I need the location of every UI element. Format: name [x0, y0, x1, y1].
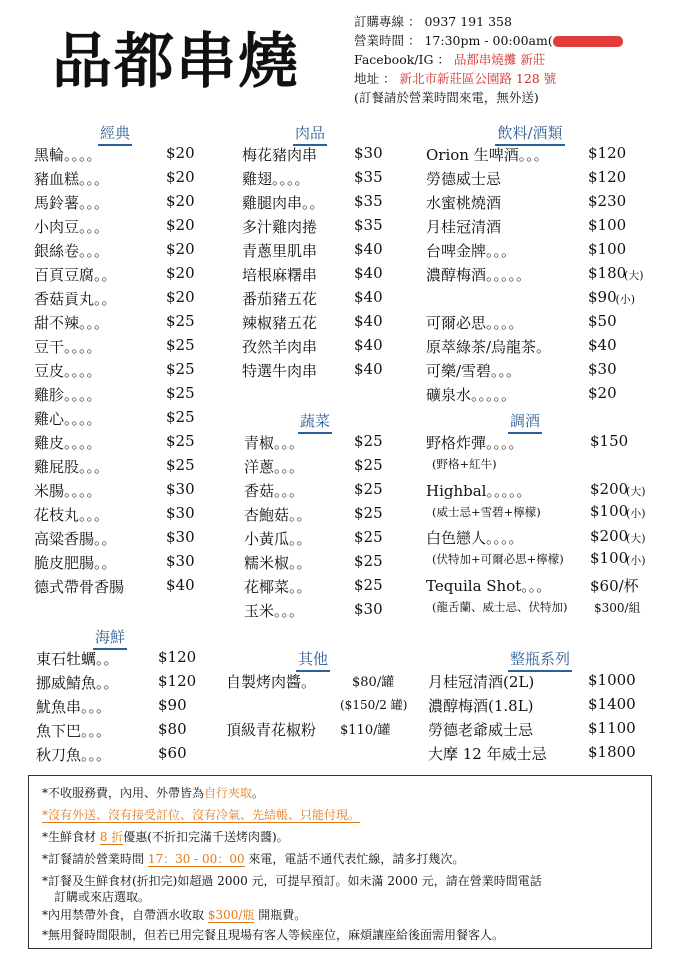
classic-item-name: 德式帶骨香腸 — [34, 578, 125, 596]
section-classic: 經典 — [80, 122, 150, 146]
classic-item-price: $25 — [166, 408, 195, 426]
drinks-item-price: $100 — [588, 216, 627, 234]
veg-item-price: $25 — [354, 432, 383, 450]
classic-item-price: $20 — [166, 240, 195, 258]
section-other: 其他 — [278, 648, 348, 672]
other-price-bbq-sauce: $80/罐 — [352, 675, 395, 690]
meat-item-price: $40 — [354, 288, 383, 306]
drinks-item-price: $120 — [588, 168, 627, 186]
seafood-item-name: 東石牡蠣。。 — [36, 650, 119, 668]
drinks-item-name: 濃醇梅酒。。。。。 — [426, 266, 532, 284]
drinks-item-name: 台啤金牌。。。 — [426, 242, 517, 260]
classic-item-price: $25 — [166, 432, 195, 450]
classic-item-name: 雞心。。。。 — [34, 410, 102, 428]
classic-item-name: 花枝丸。。。 — [34, 506, 110, 524]
veg-item-price: $25 — [354, 528, 383, 546]
classic-item-price: $25 — [166, 336, 195, 354]
cocktail-item-ingredients: (野格+紅牛) — [432, 457, 497, 471]
classic-item-price: $30 — [166, 528, 195, 546]
seafood-item-price: $80 — [158, 720, 187, 738]
drinks-item-name: Orion 生啤酒。。。 — [426, 146, 549, 164]
meat-item-price: $40 — [354, 264, 383, 282]
cocktail-item-ingredients: (龍舌蘭、威士忌、伏特加) — [432, 600, 568, 614]
drinks-item-name: 可樂/雪碧。。。 — [426, 362, 522, 380]
drinks-item-name: 勞德威士忌 — [426, 170, 502, 188]
cocktail-item-size-2: (小) — [626, 554, 646, 567]
classic-item-name: 豆干。。。。 — [34, 338, 102, 356]
drinks-item-price: $40 — [588, 336, 617, 354]
classic-item-price: $30 — [166, 552, 195, 570]
drinks-item-price: $20 — [588, 384, 617, 402]
meat-item-name: 雞翅。。。。 — [242, 170, 310, 188]
bottle-item-price: $1800 — [588, 743, 636, 761]
cocktail-item-size: (大) — [626, 485, 646, 498]
classic-item-price: $20 — [166, 264, 195, 282]
cocktail-item-price: $200 — [590, 480, 629, 498]
classic-item-name: 百頁豆腐。。 — [34, 266, 117, 284]
drinks-item-price: $230 — [588, 192, 627, 210]
meat-item-name: 孜然羊肉串 — [242, 338, 318, 356]
cocktail-item-size: (大) — [626, 532, 646, 545]
note-5b: 訂購或來店選取。 — [54, 890, 151, 904]
redaction-mark — [553, 36, 623, 47]
veg-item-price: $25 — [354, 504, 383, 522]
meat-item-price: $35 — [354, 192, 383, 210]
meat-item-name: 特選牛肉串 — [242, 362, 318, 380]
classic-item-name: 豆皮。。。。 — [34, 362, 102, 380]
shop-info — [354, 12, 623, 107]
classic-item-name: 雞皮。。。。 — [34, 434, 102, 452]
cocktail-item-price: $200 — [590, 527, 629, 545]
meat-item-name: 青蔥里肌串 — [242, 242, 318, 260]
cocktail-item-ingredients: (威士忌+雪碧+檸檬) — [432, 505, 541, 519]
veg-item-name: 花椰菜。。 — [244, 578, 312, 596]
seafood-item-name: 魚下巴。。。 — [36, 722, 112, 740]
veg-item-price: $30 — [354, 600, 383, 618]
veg-item-name: 青椒。。。 — [244, 434, 305, 452]
cocktail-item-price: $150 — [590, 432, 629, 450]
facebook-line: Facebook/IG ： 品都串燒攤 新莊 — [354, 52, 546, 67]
seafood-item-price: $120 — [158, 648, 197, 666]
cocktail-item-name: 白色戀人。。。。 — [426, 529, 524, 547]
bottle-item-name: 勞德老爺威士忌 — [428, 721, 534, 739]
bottle-item-name: 大摩 12 年威士忌 — [428, 745, 547, 763]
veg-item-price: $25 — [354, 480, 383, 498]
classic-item-price: $25 — [166, 312, 195, 330]
other-item-bbq-sauce: 自製烤肉醬。 — [226, 673, 317, 691]
section-seafood: 海鮮 — [75, 626, 145, 650]
seafood-item-name: 魷魚串。。。 — [36, 698, 112, 716]
drinks-item-price: $50 — [588, 312, 617, 330]
bottle-item-name: 月桂冠清酒(2L) — [428, 673, 535, 691]
classic-item-name: 銀絲卷。。。 — [34, 242, 110, 260]
other-price-bbq-sauce-2: ($150/2 罐) — [340, 698, 408, 712]
veg-item-name: 小黃瓜。。 — [244, 530, 312, 548]
seafood-item-price: $60 — [158, 744, 187, 762]
meat-item-price: $35 — [354, 216, 383, 234]
cocktail-item-name: Highbal。。。。。 — [426, 482, 532, 500]
classic-item-price: $20 — [166, 216, 195, 234]
veg-item-price: $25 — [354, 576, 383, 594]
cocktail-item-price: $60/杯 — [590, 577, 639, 595]
drinks-item-size: (小) — [615, 293, 636, 306]
classic-item-price: $20 — [166, 144, 195, 162]
classic-item-price: $20 — [166, 192, 195, 210]
classic-item-name: 小肉豆。。。 — [34, 218, 110, 236]
bottle-item-name: 濃醇梅酒(1.8L) — [428, 697, 534, 715]
meat-item-price: $30 — [354, 144, 383, 162]
classic-item-price: $25 — [166, 456, 195, 474]
classic-item-name: 馬鈴薯。。。 — [34, 194, 110, 212]
meat-item-price: $35 — [354, 168, 383, 186]
veg-item-name: 玉米。。。 — [244, 602, 305, 620]
drinks-item-name: 原萃綠茶/烏龍茶。 — [426, 338, 552, 356]
bottle-item-price: $1100 — [588, 719, 636, 737]
other-item-pepper-powder: 頂級青花椒粉 — [226, 721, 317, 739]
section-cocktail: 調酒 — [490, 410, 560, 434]
seafood-item-name: 秋刀魚。。。 — [36, 746, 112, 764]
classic-item-price: $20 — [166, 288, 195, 306]
meat-item-name: 多汁雞肉捲 — [242, 218, 318, 236]
meat-item-price: $40 — [354, 360, 383, 378]
bottle-item-price: $1400 — [588, 695, 636, 713]
classic-item-name: 雞屁股。。。 — [34, 458, 110, 476]
drinks-item-price: $90 — [588, 288, 617, 306]
section-drinks: 飲料/酒類 — [455, 122, 605, 146]
shop-logo: 品都串燒 — [52, 27, 300, 97]
drinks-item-price: $100 — [588, 240, 627, 258]
cocktail-item-size-2: (小) — [626, 507, 646, 520]
veg-item-price: $25 — [354, 456, 383, 474]
note-3: *生鮮食材 8 折優惠(不折扣完滿千送烤肉醬)。 — [42, 830, 289, 844]
seafood-item-price: $90 — [158, 696, 187, 714]
drinks-item-price: $30 — [588, 360, 617, 378]
drinks-item-name: 水蜜桃燒酒 — [426, 194, 502, 212]
note-1: *不收服務費，內用、外帶皆為自行夾取。 — [42, 786, 265, 800]
seafood-item-price: $120 — [158, 672, 197, 690]
classic-item-price: $30 — [166, 480, 195, 498]
veg-item-price: $25 — [354, 552, 383, 570]
meat-item-name: 梅花豬肉串 — [242, 146, 318, 164]
meat-item-name: 番茄豬五花 — [242, 290, 318, 308]
classic-item-name: 米腸。。。。 — [34, 482, 102, 500]
meat-item-price: $40 — [354, 240, 383, 258]
address-line: 地址 ： 新北市新莊區公園路 128 號 — [354, 71, 557, 86]
cocktail-item-name: Tequila Shot。。。 — [426, 577, 552, 595]
classic-item-name: 黑輪。。。。 — [34, 146, 102, 164]
classic-item-name: 豬血糕。。。 — [34, 170, 110, 188]
meat-item-name: 辣椒豬五花 — [242, 314, 318, 332]
meat-item-name: 培根麻糬串 — [242, 266, 318, 284]
bottle-item-price: $1000 — [588, 671, 636, 689]
veg-item-name: 杏鮑菇。。 — [244, 506, 312, 524]
classic-item-price: $25 — [166, 384, 195, 402]
cocktail-item-name: 野格炸彈。。。。 — [426, 434, 524, 452]
classic-item-price: $30 — [166, 504, 195, 522]
classic-item-price: $40 — [166, 576, 195, 594]
veg-item-name: 糯米椒。。 — [244, 554, 312, 572]
classic-item-price: $25 — [166, 360, 195, 378]
cocktail-item-price-2: $100 — [590, 549, 629, 567]
section-bottle: 整瓶系列 — [495, 648, 585, 672]
section-veg: 蔬菜 — [280, 410, 350, 434]
order-line: 訂購專線 ： 0937 191 358 — [354, 14, 512, 29]
classic-item-name: 甜不辣。。。 — [34, 314, 110, 332]
classic-item-name: 高粱香腸。。 — [34, 530, 117, 548]
note-6: *內用禁帶外食，自帶酒水收取 $300/瓶 開瓶費。 — [42, 908, 307, 922]
veg-item-name: 洋蔥。。。 — [244, 458, 305, 476]
note-4: *訂餐請於營業時間 17：30 - 00：00 來電，電話不通代表忙線，請多打幾次。 — [42, 852, 465, 866]
classic-item-name: 脆皮肥腸。。 — [34, 554, 117, 572]
section-meat: 肉品 — [270, 122, 350, 146]
order-note: (訂餐請於營業時間來電，無外送) — [354, 90, 539, 105]
classic-item-name: 雞胗。。。。 — [34, 386, 102, 404]
drinks-item-name: 可爾必思。。。。 — [426, 314, 524, 332]
meat-item-price: $40 — [354, 336, 383, 354]
note-2: *沒有外送、沒有接受訂位、沒有冷氣、先結帳、只能付現。 — [42, 808, 361, 822]
classic-item-name: 香菇貢丸。。 — [34, 290, 117, 308]
business-hours: 營業時間 ： 17:30pm - 00:00am( — [354, 31, 623, 50]
veg-item-name: 香菇。。。 — [244, 482, 305, 500]
drinks-item-price: $120 — [588, 144, 627, 162]
cocktail-item-price-2: $300/組 — [594, 601, 641, 615]
drinks-item-name: 月桂冠清酒 — [426, 218, 502, 236]
other-price-pepper-powder: $110/罐 — [340, 723, 391, 738]
drinks-item-price: $180 — [588, 264, 627, 282]
drinks-item-name: 礦泉水。。。。。 — [426, 386, 517, 404]
seafood-item-name: 挪威鯖魚。。 — [36, 674, 119, 692]
drinks-item-size: (大) — [624, 269, 644, 282]
cocktail-item-ingredients: (伏特加+可爾必思+檸檬) — [432, 552, 564, 566]
cocktail-item-price-2: $100 — [590, 502, 629, 520]
note-7: *無用餐時間限制，但若已用完餐且現場有客人等候座位，麻煩讓座給後面需用餐客人。 — [42, 928, 505, 942]
classic-item-price: $20 — [166, 168, 195, 186]
meat-item-price: $40 — [354, 312, 383, 330]
meat-item-name: 雞腿肉串。。 — [242, 194, 325, 212]
note-5: *訂餐及生鮮食材(折扣完)如超過 2000 元，可提早預訂。如未滿 2000 元，請在營業時間電話 — [42, 874, 542, 888]
